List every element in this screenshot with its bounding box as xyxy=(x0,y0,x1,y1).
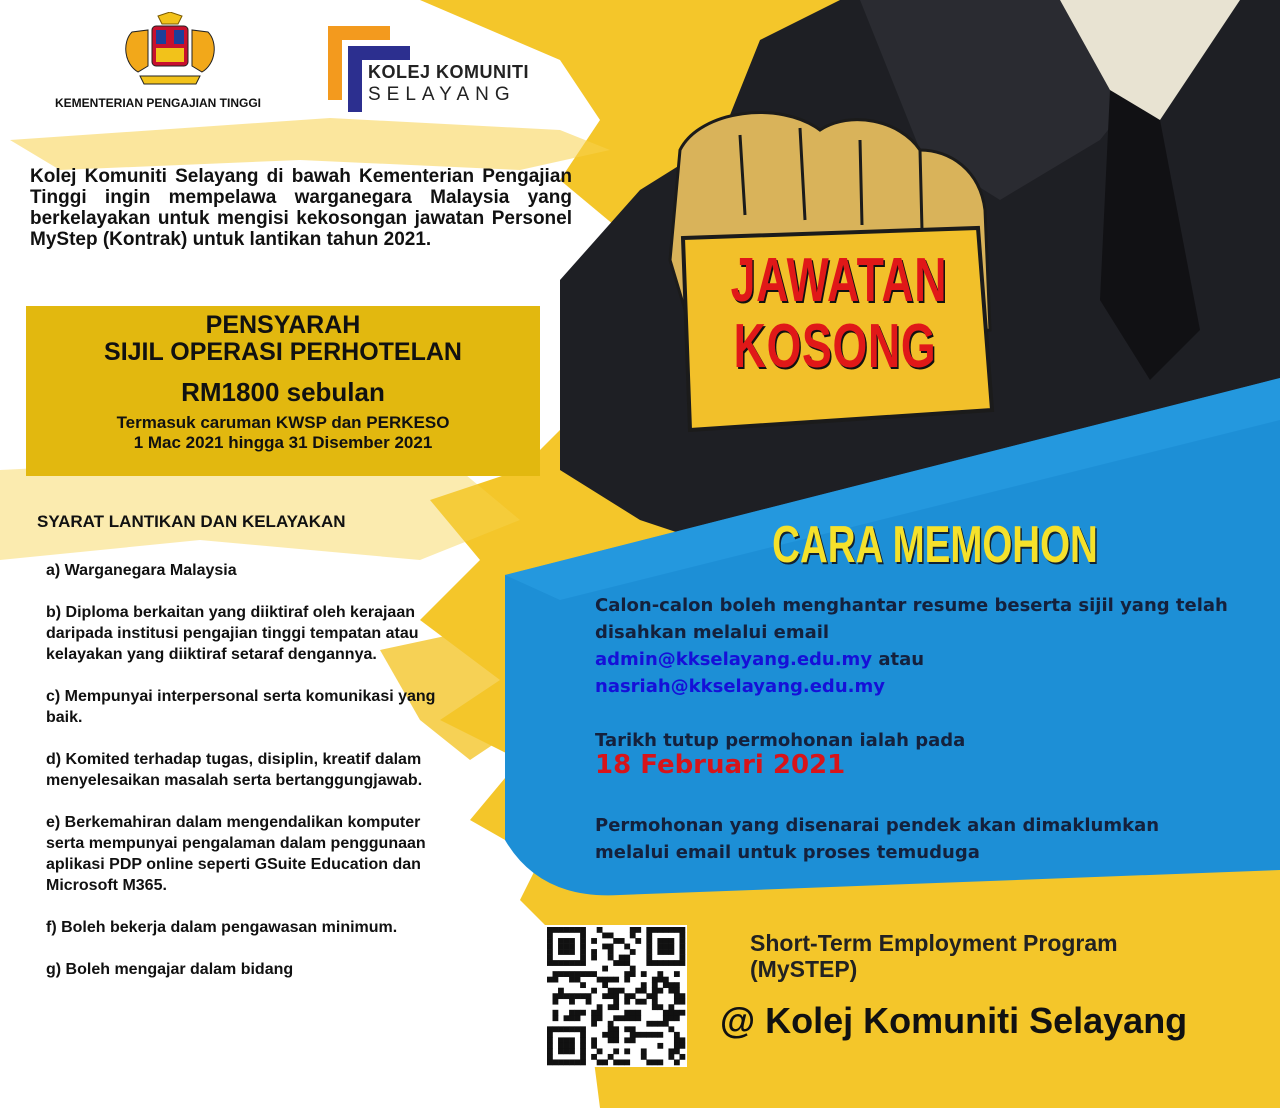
closing-date-label: Tarikh tutup permohonan ialah pada xyxy=(595,730,966,751)
position-title-line2: SIJIL OPERASI PERHOTELAN xyxy=(104,338,462,366)
malaysia-coat-of-arms-icon xyxy=(118,12,222,92)
requirements-list xyxy=(46,560,446,1001)
intro-paragraph: Kolej Komuniti Selayang di bawah Kementerian Pengajian Tinggi ingin mempelawa warganegara Malaysia yang berkelayakan untuk mengisi kekosongan jawatan Personel MyStep (Kontrak) untuk lantikan tahun 2021. xyxy=(30,166,572,250)
requirements-heading: SYARAT LANTIKAN DAN KELAYAKAN xyxy=(37,512,346,531)
apply-heading: CARA MEMOHON xyxy=(772,516,1098,574)
requirement-item: e) Berkemahiran dalam mengendalikan komputer serta mempunyai pengalaman dalam penggunaan aplikasi PDP online seperti GSuite Education dan Microsoft M365. xyxy=(46,814,426,894)
program-name xyxy=(750,930,1250,982)
vacancy-banner-line2: KOSONG xyxy=(733,312,937,381)
requirement-item: a) Warganegara Malaysia xyxy=(46,562,237,579)
program-line1: Short-Term Employment Program xyxy=(750,930,1118,956)
vacancy-banner-line1: JAWATAN xyxy=(730,246,948,315)
email-link-nasriah[interactable]: nasriah@kkselayang.edu.my xyxy=(595,676,885,697)
email-connector: atau xyxy=(878,649,925,670)
position-title-line1: PENSYARAH xyxy=(205,311,361,339)
program-line2: (MySTEP) xyxy=(750,956,858,982)
position-note xyxy=(26,413,540,453)
requirement-item: b) Diploma berkaitan yang diiktiraf oleh kerajaan daripada institusi pengajian tinggi tempatan atau kelayakan yang diiktiraf setaraf dengannya. xyxy=(46,604,419,663)
requirement-item: g) Boleh mengajar dalam bidang xyxy=(46,961,294,978)
requirement-item: c) Mempunyai interpersonal serta komunikasi yang baik. xyxy=(46,688,436,726)
position-note-line2: 1 Mac 2021 hingga 31 Disember 2021 xyxy=(133,433,433,452)
apply-instructions xyxy=(595,592,1235,700)
apply-text: Calon-calon boleh menghantar resume beserta sijil yang telah disahkan melalui email xyxy=(595,595,1228,643)
position-note-line1: Termasuk caruman KWSP dan PERKESO xyxy=(116,413,450,432)
ministry-name: KEMENTERIAN PENGAJIAN TINGGI xyxy=(55,96,262,110)
qr-code-icon xyxy=(545,925,687,1067)
position-salary: RM1800 sebulan xyxy=(181,377,385,407)
vacancy-banner xyxy=(730,246,948,381)
requirement-item: f) Boleh bekerja dalam pengawasan minimum. xyxy=(46,919,398,936)
kolej-name-line1: KOLEJ KOMUNITI xyxy=(368,62,530,82)
shortlist-note: Permohonan yang disenarai pendek akan dimaklumkan melalui email untuk proses temuduga xyxy=(595,815,1160,863)
closing-date: 18 Februari 2021 xyxy=(595,750,846,780)
kolej-name-line2: SELAYANG xyxy=(368,84,516,105)
program-location: @ Kolej Komuniti Selayang xyxy=(720,1000,1188,1041)
qr-code[interactable] xyxy=(545,925,687,1067)
requirement-item: d) Komited terhadap tugas, disiplin, kreatif dalam menyelesaikan masalah serta bertanggungjawab. xyxy=(46,751,423,789)
email-link-admin[interactable]: admin@kkselayang.edu.my xyxy=(595,649,873,670)
position-title xyxy=(26,312,540,366)
